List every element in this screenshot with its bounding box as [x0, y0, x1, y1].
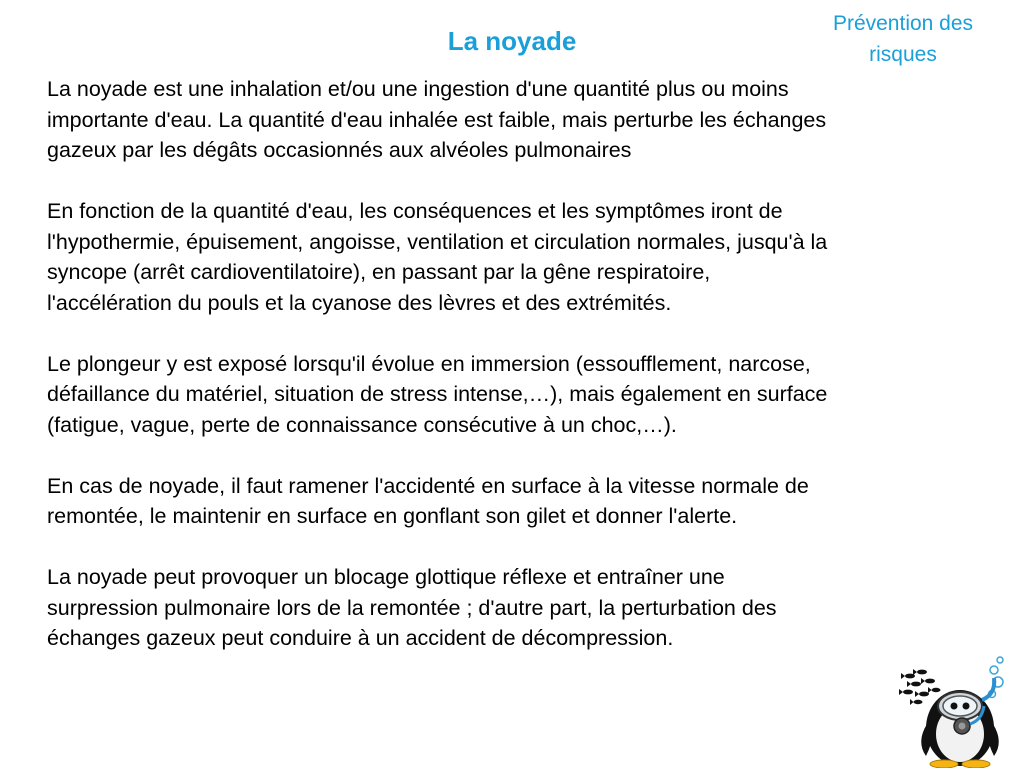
paragraph-response: En cas de noyade, il faut ramener l'accidenté en surface à la vitesse normale de remontée, le maintenir en surface en gonflant son gilet et donner l'alerte.	[47, 473, 809, 528]
section-category: Prévention des risques	[832, 12, 974, 66]
body-text	[47, 74, 997, 684]
paragraph-definition: La noyade est une inhalation et/ou une ingestion d'une quantité plus ou moins importante d'eau. La quantité d'eau inhalée est faible, mais perturbe les échanges gazeux par les dégâts occasionnés aux alvéoles pulmonaires	[47, 77, 827, 162]
paragraph-symptoms: En fonction de la quantité d'eau, les conséquences et les symptômes iront de l'hypothermie, épuisement, angoisse, ventilation et circulation normales, jusqu'à la syncope (arrêt cardioventilatoire), en passant par la gêne respiratoire, l'accélération du pouls et la cyanose des lèvres et des extrémités.	[47, 199, 828, 315]
diving-penguin-icon	[896, 654, 1024, 768]
fish-school-icon	[899, 669, 941, 705]
paragraph-exposure: Le plongeur y est exposé lorsqu'il évolue en immersion (essoufflement, narcose, défaillance du matériel, situation de stress intense,…), mais également en surface (fatigue, vague, perte de connaissance consécutive à un choc,…).	[47, 351, 828, 437]
page-title: La noyade	[447, 26, 577, 56]
paragraph-complications: La noyade peut provoquer un blocage glottique réflexe et entraîner une surpression pulmonaire lors de la remontée ; d'autre part, la perturbation des échanges gazeux peut conduire à un accident de décompression.	[47, 565, 777, 650]
